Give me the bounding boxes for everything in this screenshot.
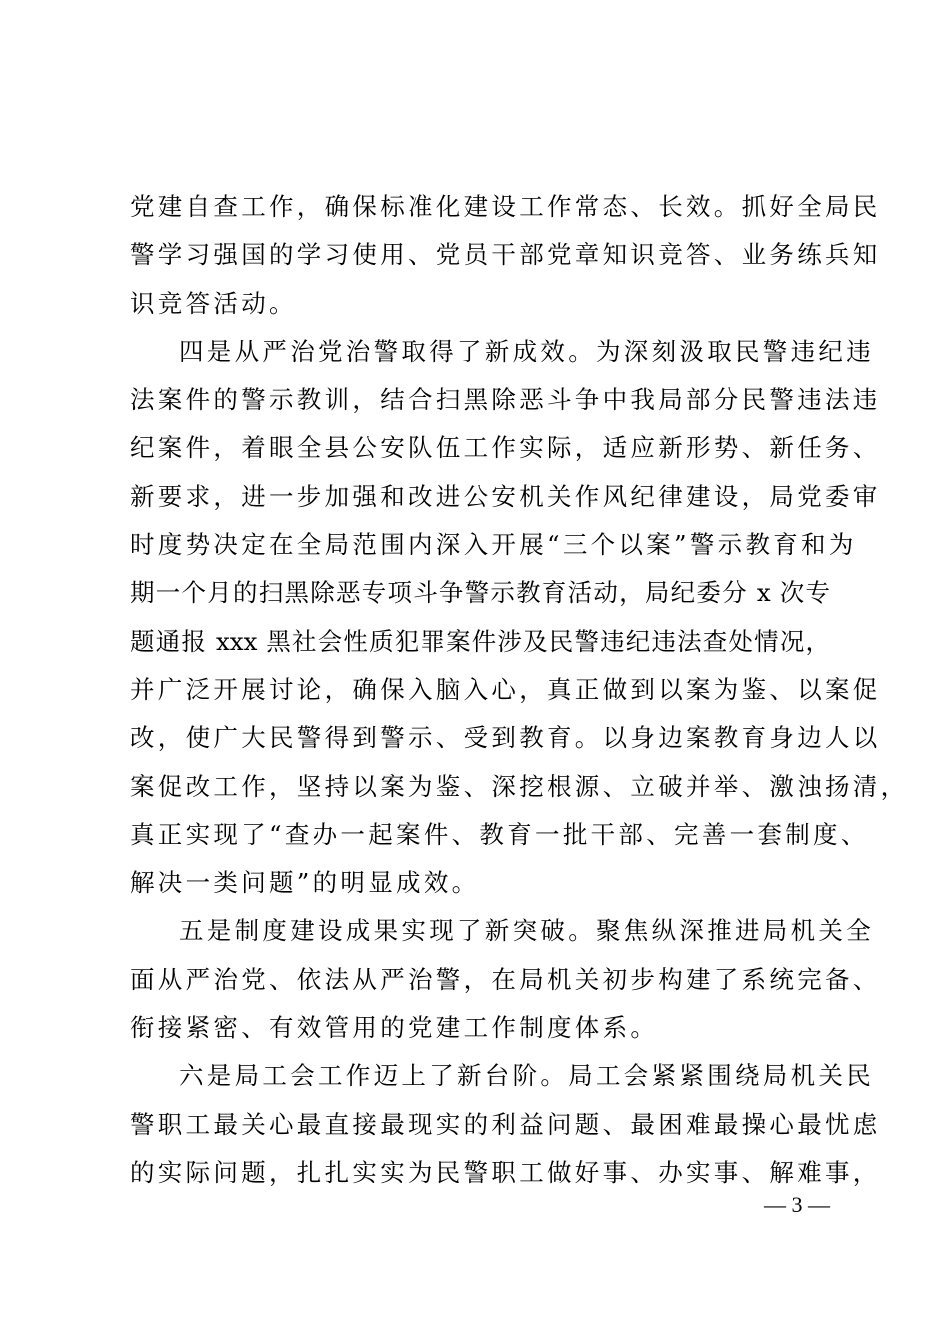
- text-line: 解决一类问题”的明显成效。: [130, 868, 480, 898]
- page-number: — 3 —: [764, 1192, 830, 1217]
- text-line: 真正实现了“查办一起案件、教育一批干部、完善一套制度、: [130, 819, 869, 849]
- text-line: 警职工最关心最直接最现实的利益问题、最困难最操心最忧虑: [130, 1109, 881, 1139]
- text-line: 法案件的警示教训，结合扫黑除恶斗争中我局部分民警违法违: [130, 385, 881, 415]
- text-line: 时度势决定在全局范围内深入开展“三个以案”警示教育和为: [130, 530, 857, 560]
- text-line: 期一个月的扫黑除恶专项斗争警示教育活动，局纪委分 x 次专: [130, 578, 830, 608]
- text-line: 识竞答活动。: [130, 288, 297, 318]
- text-line: 新要求，进一步加强和改进公安机关作风纪律建设，局党委审: [130, 481, 881, 511]
- text-line: 改，使广大民警得到警示、受到教育。以身边案教育身边人以: [130, 723, 881, 753]
- text-line: 警学习强国的学习使用、党员干部党章知识竞答、业务练兵知: [130, 240, 881, 270]
- text-line: 衔接紧密、有效管用的党建工作制度体系。: [130, 1013, 659, 1043]
- text-line: 面从严治党、依法从严治警，在局机关初步构建了系统完备、: [130, 964, 881, 994]
- text-line: 党建自查工作，确保标准化建设工作常态、长效。抓好全局民: [130, 192, 881, 221]
- paragraph-four-start: 四是从严治党治警取得了新成效。为深刻汲取民警违纪违: [179, 336, 874, 366]
- paragraph-five-start: 五是制度建设成果实现了新突破。聚焦纵深推进局机关全: [179, 916, 874, 946]
- document-body: [130, 183, 909, 1197]
- text-line: 案促改工作，坚持以案为鉴、深挖根源、立破并举、激浊扬清，: [130, 771, 909, 801]
- text-line: 的实际问题，扎扎实实为民警职工做好事、办实事、解难事，: [130, 1157, 881, 1187]
- text-line: 题通报 xxx 黑社会性质犯罪案件涉及民警违纪违法查处情况，: [130, 626, 830, 656]
- text-line: 纪案件，着眼全县公安队伍工作实际，适应新形势、新任务、: [130, 433, 881, 463]
- paragraph-six-start: 六是局工会工作迈上了新台阶。局工会紧紧围绕局机关民: [179, 1061, 874, 1091]
- text-line: 并广泛开展讨论，确保入脑入心，真正做到以案为鉴、以案促: [130, 674, 881, 704]
